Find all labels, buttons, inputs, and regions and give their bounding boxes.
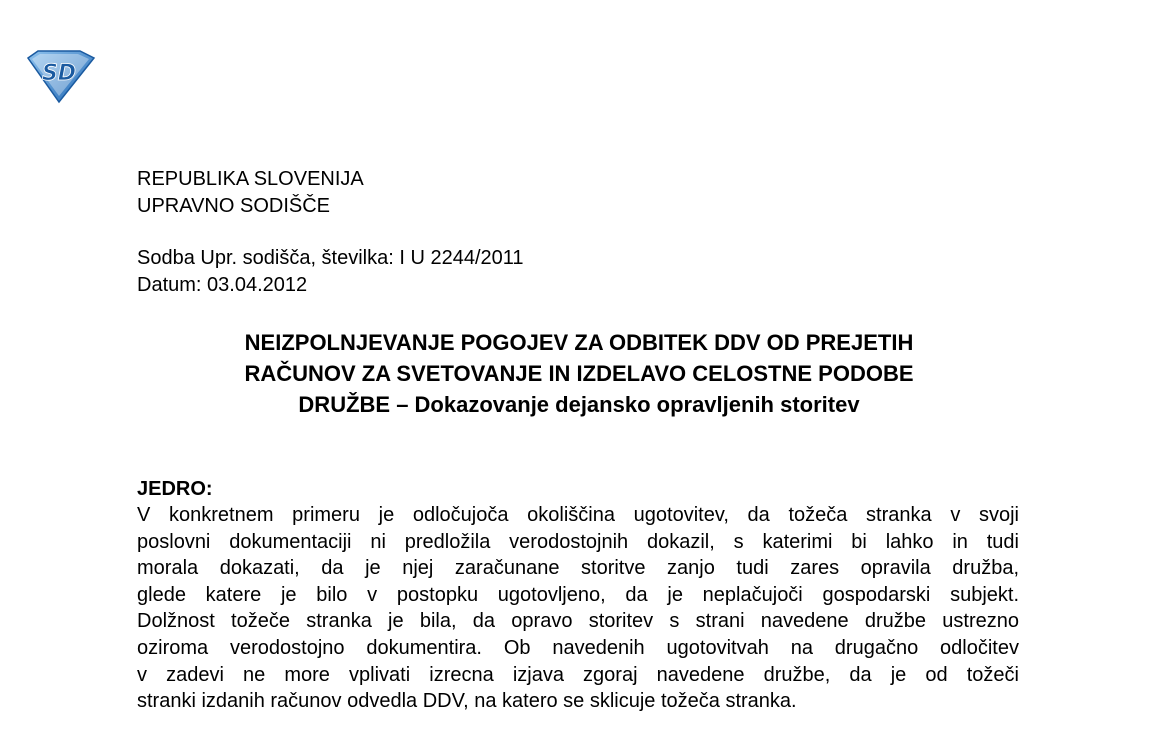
case-number: Sodba Upr. sodišča, številka: I U 2244/2011 [137,247,524,269]
jedro-paragraph [137,502,1019,715]
svg-text:SD: SD [41,61,77,86]
title-line-3: DRUŽBE – Dokazovanje dejansko opravljenih storitev [298,392,860,417]
jedro-line: glede katere je bilo v postopku ugotovljeno, da je neplačujoči gospodarski subjekt. [137,583,1019,606]
jedro-line: morala dokazati, da je njej zaračunane storitve zanjo tudi zares opravila družba, [137,557,1019,580]
jedro-line: poslovni dokumentaciji ni predložila verodostojnih dokazil, s katerimi bi lahko in tudi [137,530,1019,553]
jedro-heading: JEDRO: [137,478,213,500]
publisher-logo-icon [22,50,96,104]
title-line-2: RAČUNOV ZA SVETOVANJE IN IZDELAVO CELOSTNE PODOBE [244,361,914,386]
jedro-line: V konkretnem primeru je odločujoča okoliščina ugotovitev, da tožeča stranka v svoji [137,504,1019,526]
case-date: Datum: 03.04.2012 [137,274,308,296]
title-line-1: NEIZPOLNJEVANJE POGOJEV ZA ODBITEK DDV OD PREJETIH [244,330,914,355]
case-info [137,245,524,299]
court-name: UPRAVNO SODIŠČE [137,195,330,217]
court-country: REPUBLIKA SLOVENIJA [137,168,364,190]
jedro-line: Dolžnost tožeče stranka je bila, da opravo storitev s strani navedene družbe ustrezno [137,610,1019,633]
jedro-line: v zadevi ne more vplivati izrecna izjava zgoraj navedene družbe, da je od tožeči [137,663,1019,686]
court-header [137,166,364,220]
jedro-line: oziroma verodostojno dokumentira. Ob navedenih ugotovitvah na drugačno odločitev [137,636,1019,659]
document-title [100,327,1058,420]
jedro-line: stranki izdanih računov odvedla DDV, na katero se sklicuje tožeča stranka. [137,690,797,713]
